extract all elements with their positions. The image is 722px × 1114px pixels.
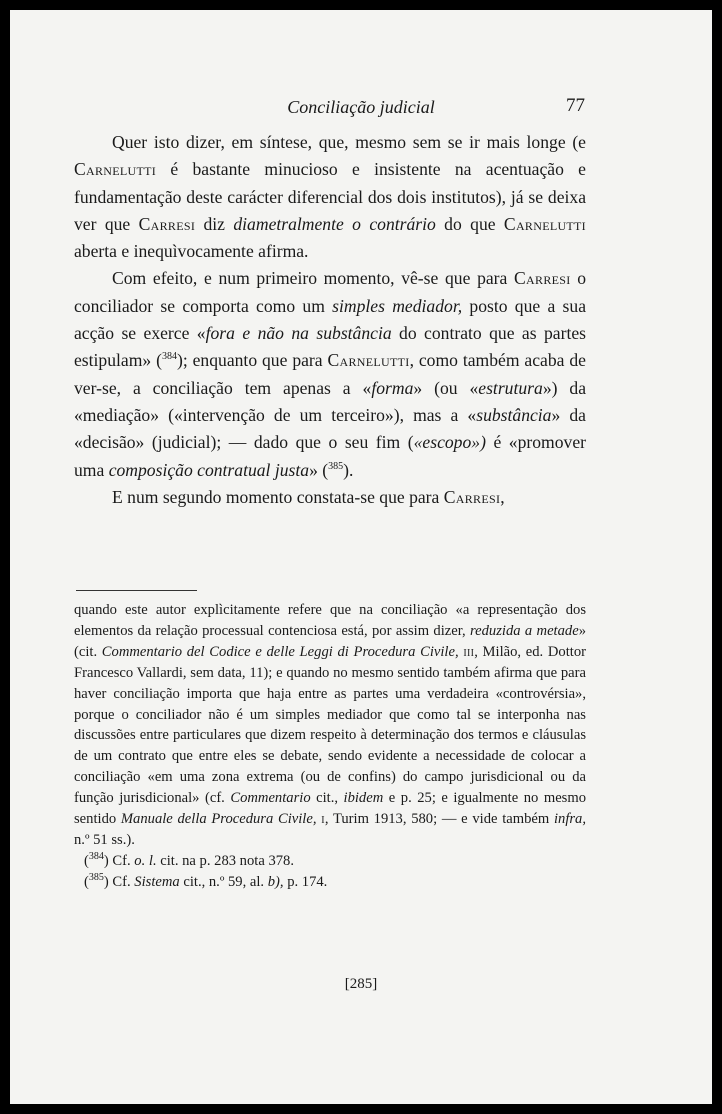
text: » (cit. — [74, 622, 586, 660]
emphasis: infra, — [553, 811, 586, 828]
text: Quer isto dizer, em síntese, que, mesmo sem se ir mais longe (e — [112, 132, 586, 152]
text: aberta e inequìvocamente afirma. — [74, 241, 309, 262]
folio: [285] — [344, 976, 378, 992]
text: Com efeito, e num primeiro momento, vê-se que para — [112, 268, 515, 289]
text: Cf. — [108, 873, 135, 890]
footnote-marker: 384 — [88, 851, 104, 863]
emphasis: «escopo») — [413, 432, 486, 453]
emphasis: Commentario — [230, 790, 311, 807]
text: » (ou « — [413, 377, 479, 398]
footnote-ref-384: 384 — [161, 351, 177, 363]
text: é bastante minucioso e insistente na acentuação e fundamentação deste carácter diferencial dos dois institutos), já se deixa ver que — [74, 159, 586, 234]
emphasis: forma — [371, 377, 414, 398]
main-text — [74, 129, 586, 511]
text: , como também acaba de ver-se, a conciliação tem apenas a « — [74, 350, 586, 398]
footnote-385: ($^{385}$) Cf. Sistema cit., n.º 59, al. b), p. 174. — [84, 871, 328, 890]
emphasis: Sistema — [134, 873, 180, 890]
page-number: 77 — [566, 95, 585, 116]
book-page — [10, 10, 712, 1104]
text: , Milão, ed. Dottor Francesco Vallardi, sem data, 11); e quando no mesmo sentido também afirma que para haver conciliação importa que haja entre as partes uma verdadeira «controvérsia», porque o conciliador não é um simples mediador que como tal se interponha nas discussões entre particulares que dizem respeito à determinação dos termos e cláusulas de um contrato que entre eles se debate, sendo evidente a necessidade de colocar a conciliação «em uma zona extrema (ou de confins) do campo jurisdicional ou da função jurisdicional» (cf. — [74, 643, 586, 807]
text: ); enquanto que para — [176, 350, 328, 371]
text: » ( — [309, 459, 329, 480]
text: » da «decisão» (judicial); — dado que o seu fim ( — [74, 404, 586, 453]
emphasis: ibidem — [343, 790, 384, 807]
author-name: Carnelutti — [327, 350, 410, 371]
emphasis: Manuale della Procedura Civile, — [120, 811, 317, 828]
footnotes — [74, 600, 586, 893]
author-name: Carresi — [514, 268, 571, 289]
paragraph-2 — [74, 265, 586, 483]
emphasis: composição contratual justa — [108, 459, 310, 480]
text: n.º 51 ss.). — [74, 831, 135, 848]
text: e p. 25; e igualmente no mesmo sentido — [74, 790, 586, 828]
text: posto que a sua acção se exerce « — [74, 295, 587, 344]
author-name: Carresi — [138, 213, 196, 234]
emphasis: Commentario del Codice e delle Leggi di Procedura Civile, — [101, 643, 459, 660]
paragraph-1 — [74, 129, 586, 265]
footnote-continued — [74, 600, 586, 851]
text: o conciliador se comporta como um — [74, 268, 586, 316]
text: do que — [435, 213, 504, 234]
emphasis: diametralmente o contrário — [233, 213, 436, 234]
text: do contrato que as partes estipulam» ( — [74, 323, 586, 371]
text: diz — [195, 213, 234, 234]
author-name: Carresi — [443, 486, 501, 507]
emphasis: fora e não na substância — [205, 323, 392, 344]
emphasis: estrutura — [478, 377, 543, 398]
running-title: Conciliação judicial — [287, 97, 435, 117]
text: cit. na p. 283 nota 378. — [156, 852, 294, 869]
text: Cf. — [108, 852, 135, 869]
emphasis: substância — [476, 404, 552, 425]
text: , — [500, 486, 505, 507]
volume-number: i — [321, 811, 325, 828]
text: ») da «mediação» («intervenção de um terceiro»), mas a « — [74, 377, 586, 425]
footnote-separator — [76, 590, 197, 591]
text: é «promover uma — [74, 432, 586, 480]
author-name: Carnelutti — [74, 159, 157, 180]
text: cit., — [310, 790, 344, 807]
emphasis: b), — [267, 873, 284, 890]
footnote-marker: 385 — [88, 871, 104, 883]
paragraph-3 — [74, 484, 586, 511]
text: , Turim 1913, 580; — e vide também — [324, 811, 554, 828]
author-name: Carnelutti — [503, 213, 586, 234]
footnote-384: ($^{384}$) Cf. o. l. cit. na p. 283 nota 378. — [84, 851, 294, 869]
text: p. 174. — [283, 873, 328, 890]
emphasis: reduzida a metade — [470, 622, 579, 639]
text: E num segundo momento constata-se que para — [112, 486, 444, 507]
footnote-ref-385: 385 — [328, 460, 344, 472]
text: ). — [343, 459, 354, 480]
emphasis: o. l. — [134, 852, 157, 869]
emphasis: simples mediador, — [332, 295, 463, 316]
page-header — [10, 95, 712, 121]
volume-number: iii — [463, 643, 475, 660]
text: cit., n.º 59, al. — [179, 873, 268, 890]
text: quando este autor explìcitamente refere que na conciliação «a representação dos elementos da relação processual contenciosa está, por assim dizer, — [74, 602, 586, 639]
